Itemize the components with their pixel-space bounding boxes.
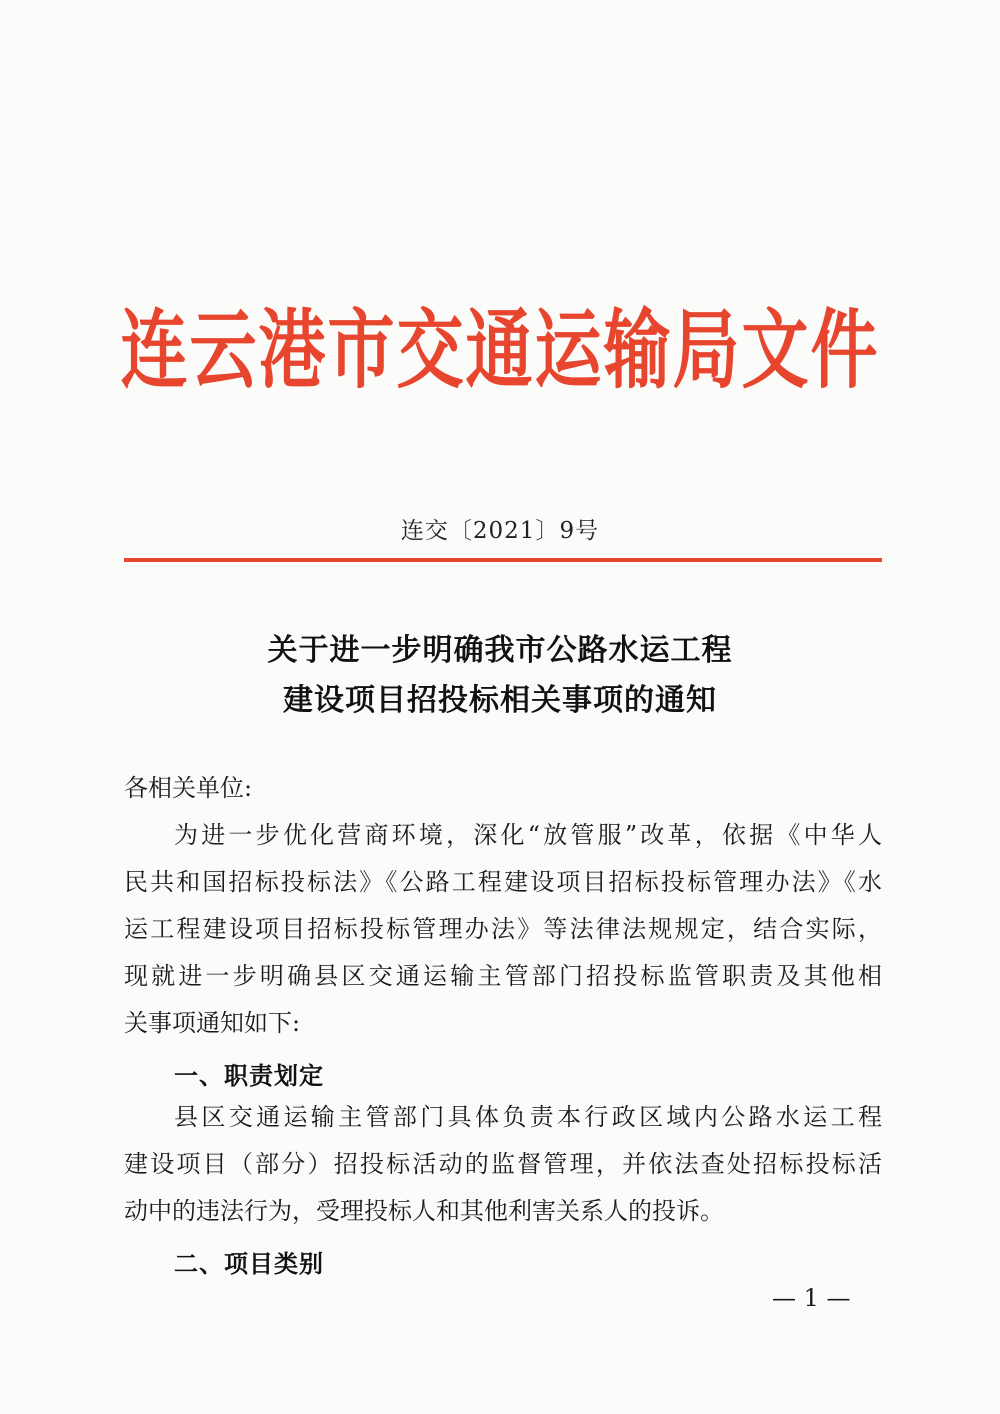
salutation: 各相关单位: <box>124 774 253 802</box>
paragraph-2-line: 建设项目（部分）招投标活动的监督管理，并依法查处招标投标活 <box>124 1150 882 1178</box>
document-title-line-2: 建设项目招投标相关事项的通知 <box>283 683 717 718</box>
paragraph-1-line: 为进一步优化营商环境，深化“放管服”改革，依据《中华人 <box>174 821 882 849</box>
page-number: — 1 — <box>772 1284 851 1312</box>
paragraph-2-line: 县区交通运输主管部门具体负责本行政区域内公路水运工程 <box>174 1103 882 1131</box>
section-heading-project-categories: 二、项目类别 <box>174 1250 324 1278</box>
paragraph-1-line: 民共和国招标投标法》《公路工程建设项目招标投标管理办法》《水 <box>124 868 882 896</box>
paragraph-1-line: 运工程建设项目招标投标管理办法》等法律法规规定，结合实际， <box>124 915 882 943</box>
issuing-authority-header: 连云港市交通运输局文件 <box>120 300 880 401</box>
document-number: 连交〔2021〕9号 <box>400 518 600 544</box>
paragraph-2-line: 动中的违法行为，受理投标人和其他利害关系人的投诉。 <box>124 1197 724 1225</box>
document-title-line-1: 关于进一步明确我市公路水运工程 <box>267 633 733 668</box>
paragraph-1-line: 现就进一步明确县区交通运输主管部门招投标监管职责及其他相 <box>124 962 882 990</box>
red-separator-line <box>124 558 882 562</box>
paragraph-1-line: 关事项通知如下: <box>124 1009 301 1037</box>
section-heading-responsibilities: 一、职责划定 <box>174 1062 324 1090</box>
